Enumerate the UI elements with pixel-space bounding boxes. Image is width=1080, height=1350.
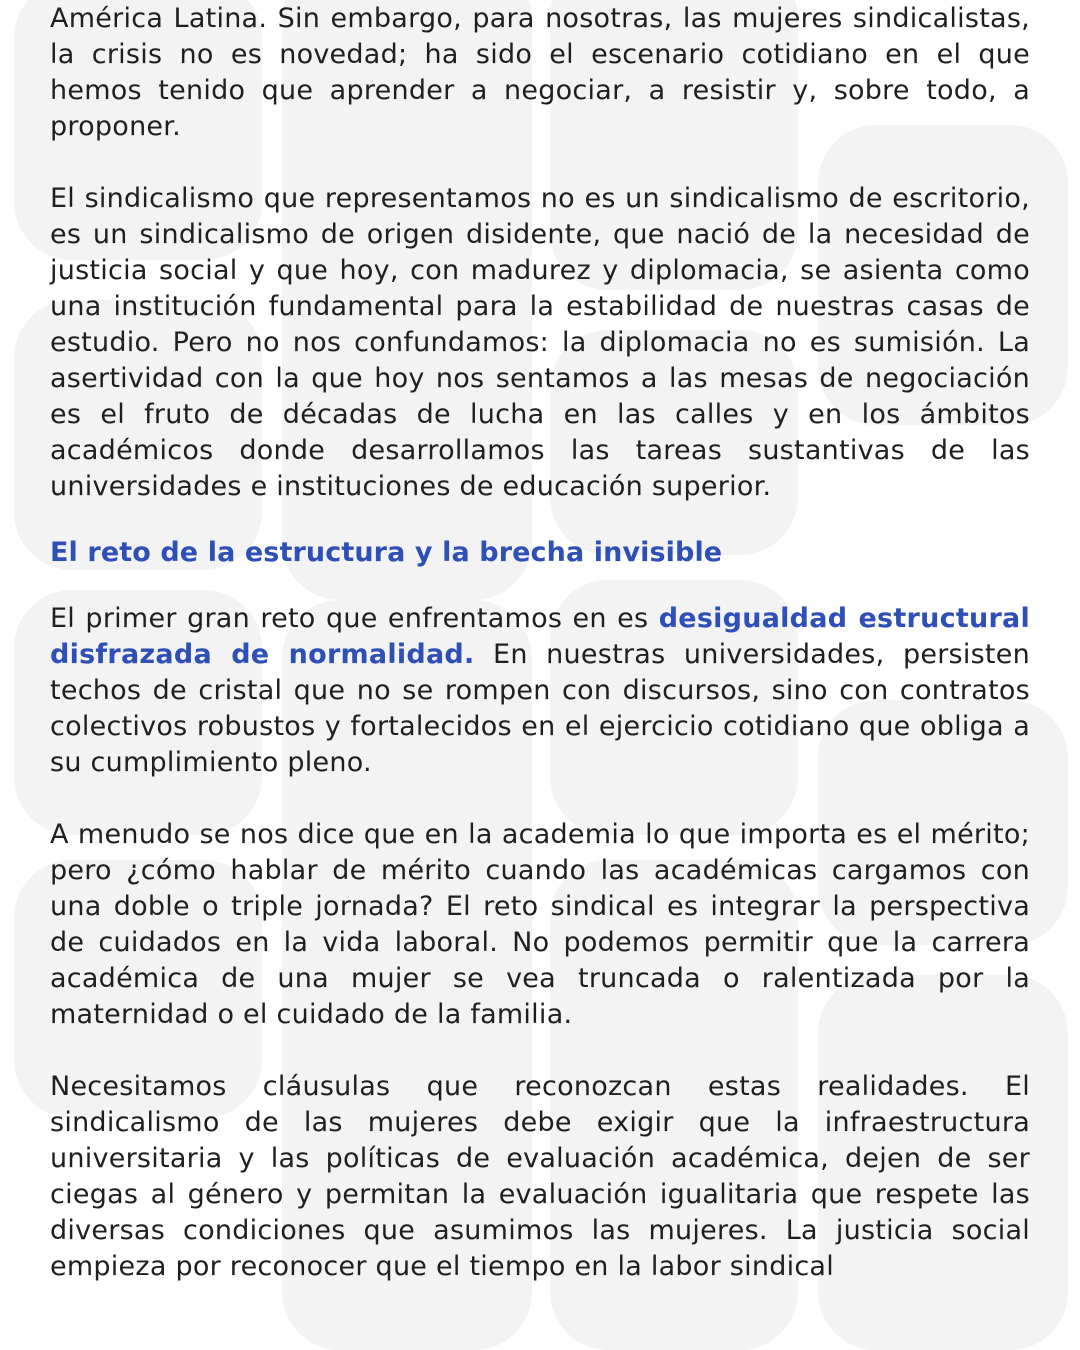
paragraph-merito: A menudo se nos dice que en la academia lo que importa es el mérito; pero ¿cómo hablar de mérito cuando las académicas cargamos con una doble o triple jornada? El reto sindical es integrar la perspectiva de cuidados en la vida laboral. No podemos permitir que la carrera académica de una mujer se vea truncada o ralentizada por la maternidad o el cuidado de la familia.	[50, 819, 1030, 1030]
paragraph-clausulas: Necesitamos cláusulas que reconozcan estas realidades. El sindicalismo de las mujeres debe exigir que la infraestructura universitaria y las políticas de evaluación académica, dejen de ser ciegas al género y permitan la evaluación igualitaria que respete las diversas condiciones que asumimos las mujeres. La justicia social empieza por reconocer que el tiempo en la labor sindical	[50, 1071, 1030, 1282]
paragraph-text: El primer gran reto que enfrentamos en es	[50, 603, 659, 634]
highlight-text: desigualdad estructural disfrazada de normalidad.	[50, 603, 1030, 670]
paragraph-crisis: América Latina. Sin embargo, para nosotras, las mujeres sindicalistas, la crisis no es novedad; ha sido el escenario cotidiano en el que hemos tenido que aprender a negociar, a resistir y, sobre todo, a proponer.	[50, 3, 1030, 142]
paragraph-sindicalismo: El sindicalismo que representamos no es un sindicalismo de escritorio, es un sindicalismo de origen disidente, que nació de la necesidad de justicia social y que hoy, con madurez y diplomacia, se asienta como una institución fundamental para la estabilidad de nuestras casas de estudio. Pero no nos confundamos: la diplomacia no es sumisión. La asertividad con la que hoy nos sentamos a las mesas de negociación es el fruto de décadas de lucha en las calles y en los ámbitos académicos donde desarrollamos las tareas sustantivas de las universidades e instituciones de educación superior.	[50, 183, 1030, 502]
article-body	[50, 1, 1030, 1285]
paragraph-desigualdad	[50, 601, 1030, 781]
paragraph-text: En nuestras universidades, persisten techos de cristal que no se rompen con discursos, sino con contratos colectivos robustos y fortalecidos en el ejercicio cotidiano que obliga a su cumplimiento pleno.	[50, 639, 1030, 778]
section-heading: El reto de la estructura y la brecha invisible	[50, 537, 723, 568]
